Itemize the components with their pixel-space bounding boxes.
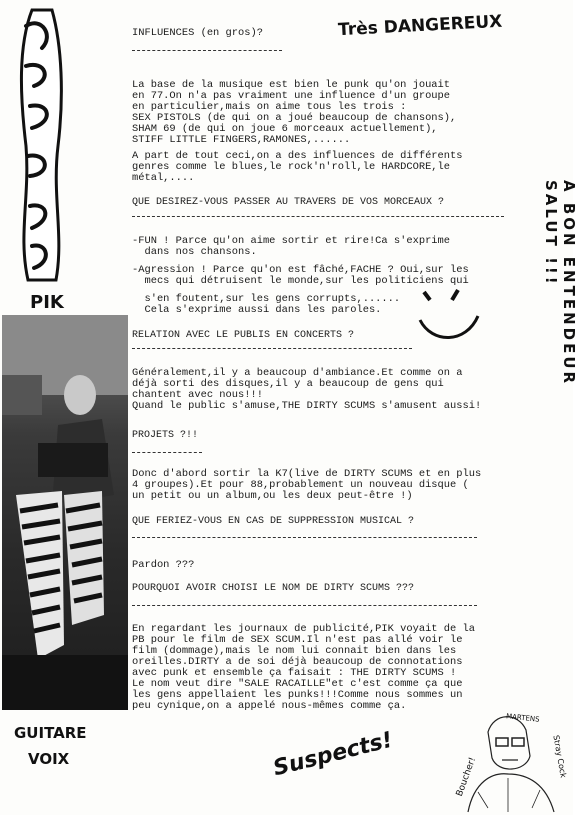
divider	[132, 348, 412, 349]
stamp-tres-dangereux: Très DANGEREUX	[337, 11, 503, 41]
boucher-label: Boucher!	[454, 756, 479, 798]
divider	[132, 452, 202, 453]
guitarist-photo	[2, 315, 128, 710]
name-tag-pik: PIK	[30, 292, 64, 313]
martens-label: MARTENS	[505, 712, 540, 724]
suspects-scrawl: Suspects!	[270, 727, 396, 782]
question-projets: PROJETS ?!!	[132, 430, 199, 441]
question-nom: POURQUOI AVOIR CHOISI LE NOM DE DIRTY SCUMS ???	[132, 583, 415, 594]
divider	[132, 50, 282, 51]
divider	[132, 537, 477, 538]
question-suppression: QUE FERIEZ-VOUS EN CAS DE SUPPRESSION MUSICAL ?	[132, 516, 415, 527]
zine-page: PIK GUITARE VOIX INFLUENCES (en gros)? Très DANGEREUX La base de la musique est bien le punk qu'on jouait en 77.On n'a pas vraiment une influence d'un groupe en particulier,mais on aime tous les trois : SEX PISTOLS (de qui on a joué beaucoup de chansons), SHAM 69 (de qui on joue 6 morceaux actuellement), STIFF LITTLE FINGERS,RAMONES,...... A part de tout ceci,on a des influences de différents genres comme le blues,le rock'n'roll,le HARDCORE,le métal,.... QUE DESIREZ-VOUS PASSER AU TRAVERS DE VOS MORCEAUX ? -FUN ! Parce qu'on aime sortir et rire!Ca s'exprime dans nos chansons. -Agression ! Parce qu'on est fâché,FACHE ? Oui,sur les mecs qui détruisent le monde,sur les politiciens qui s'en foutent,sur les gens corrupts,...... Cela s'exprime aussi dans les paroles. RELATION AVEC LE PUBLIS EN CONCERTS ? Généralement,il y a beaucoup d'ambiance.Et comme on a déjà sorti des disques,il y a beaucoup de gens qui chantent avec nous!!! Quand le public s'amuse,THE DIRTY SCUMS s'amusent aussi! PROJETS ?!! Donc d'abord sortir la K7(live de DIRTY SCUMS et en plus 4 groupes).Et pour 88,probablement un nouveau disque ( un petit ou un album,ou les deux peut-être !) QUE FERIEZ-VOUS EN CAS DE SUPPRESSION MUSICAL ? Pardon ??? POURQUOI AVOIR CHOISI LE NOM DE DIRTY SCUMS ??? En regardant les journaux de publicité,PIK voyait de la PB pour le film de SEX SCUM.Il n'est pas allé voir le film (dommage),mais le nom lui connait bien dans les oreilles.DIRTY a de soi déjà beaucoup de connotations avec punk et ensemble ça faisait : THE DIRTY SCUMS ! Le nom veut dire "SALE RACAILLE"et c'est comme ça que les gens appellaient les punks!!!Comme nous sommes un peu cynique,on a appelé nous-mêmes comme ça. A BON ENTENDEUR SALUT !!! Suspects! MARTENS Stray Cock Boucher!	[0, 0, 573, 815]
answer-suppression: Pardon ???	[132, 559, 195, 571]
question-relation: RELATION AVEC LE PUBLIS EN CONCERTS ?	[132, 330, 355, 341]
margin-a-bon-entendeur: A BON ENTENDEUR SALUT !!!	[542, 180, 578, 387]
band-logo-text	[27, 27, 57, 267]
question-desire: QUE DESIREZ-VOUS PASSER AU TRAVERS DE VOS MORCEAUX ?	[132, 197, 445, 208]
divider	[132, 216, 504, 217]
smiley-doodle	[414, 286, 484, 346]
divider	[132, 605, 477, 606]
section-heading-influences: INFLUENCES (en gros)?	[132, 27, 263, 39]
stray-cock-label: Stray Cock	[551, 734, 568, 779]
caption-guitare: GUITARE	[14, 724, 87, 742]
caption-voix: VOIX	[28, 750, 70, 768]
